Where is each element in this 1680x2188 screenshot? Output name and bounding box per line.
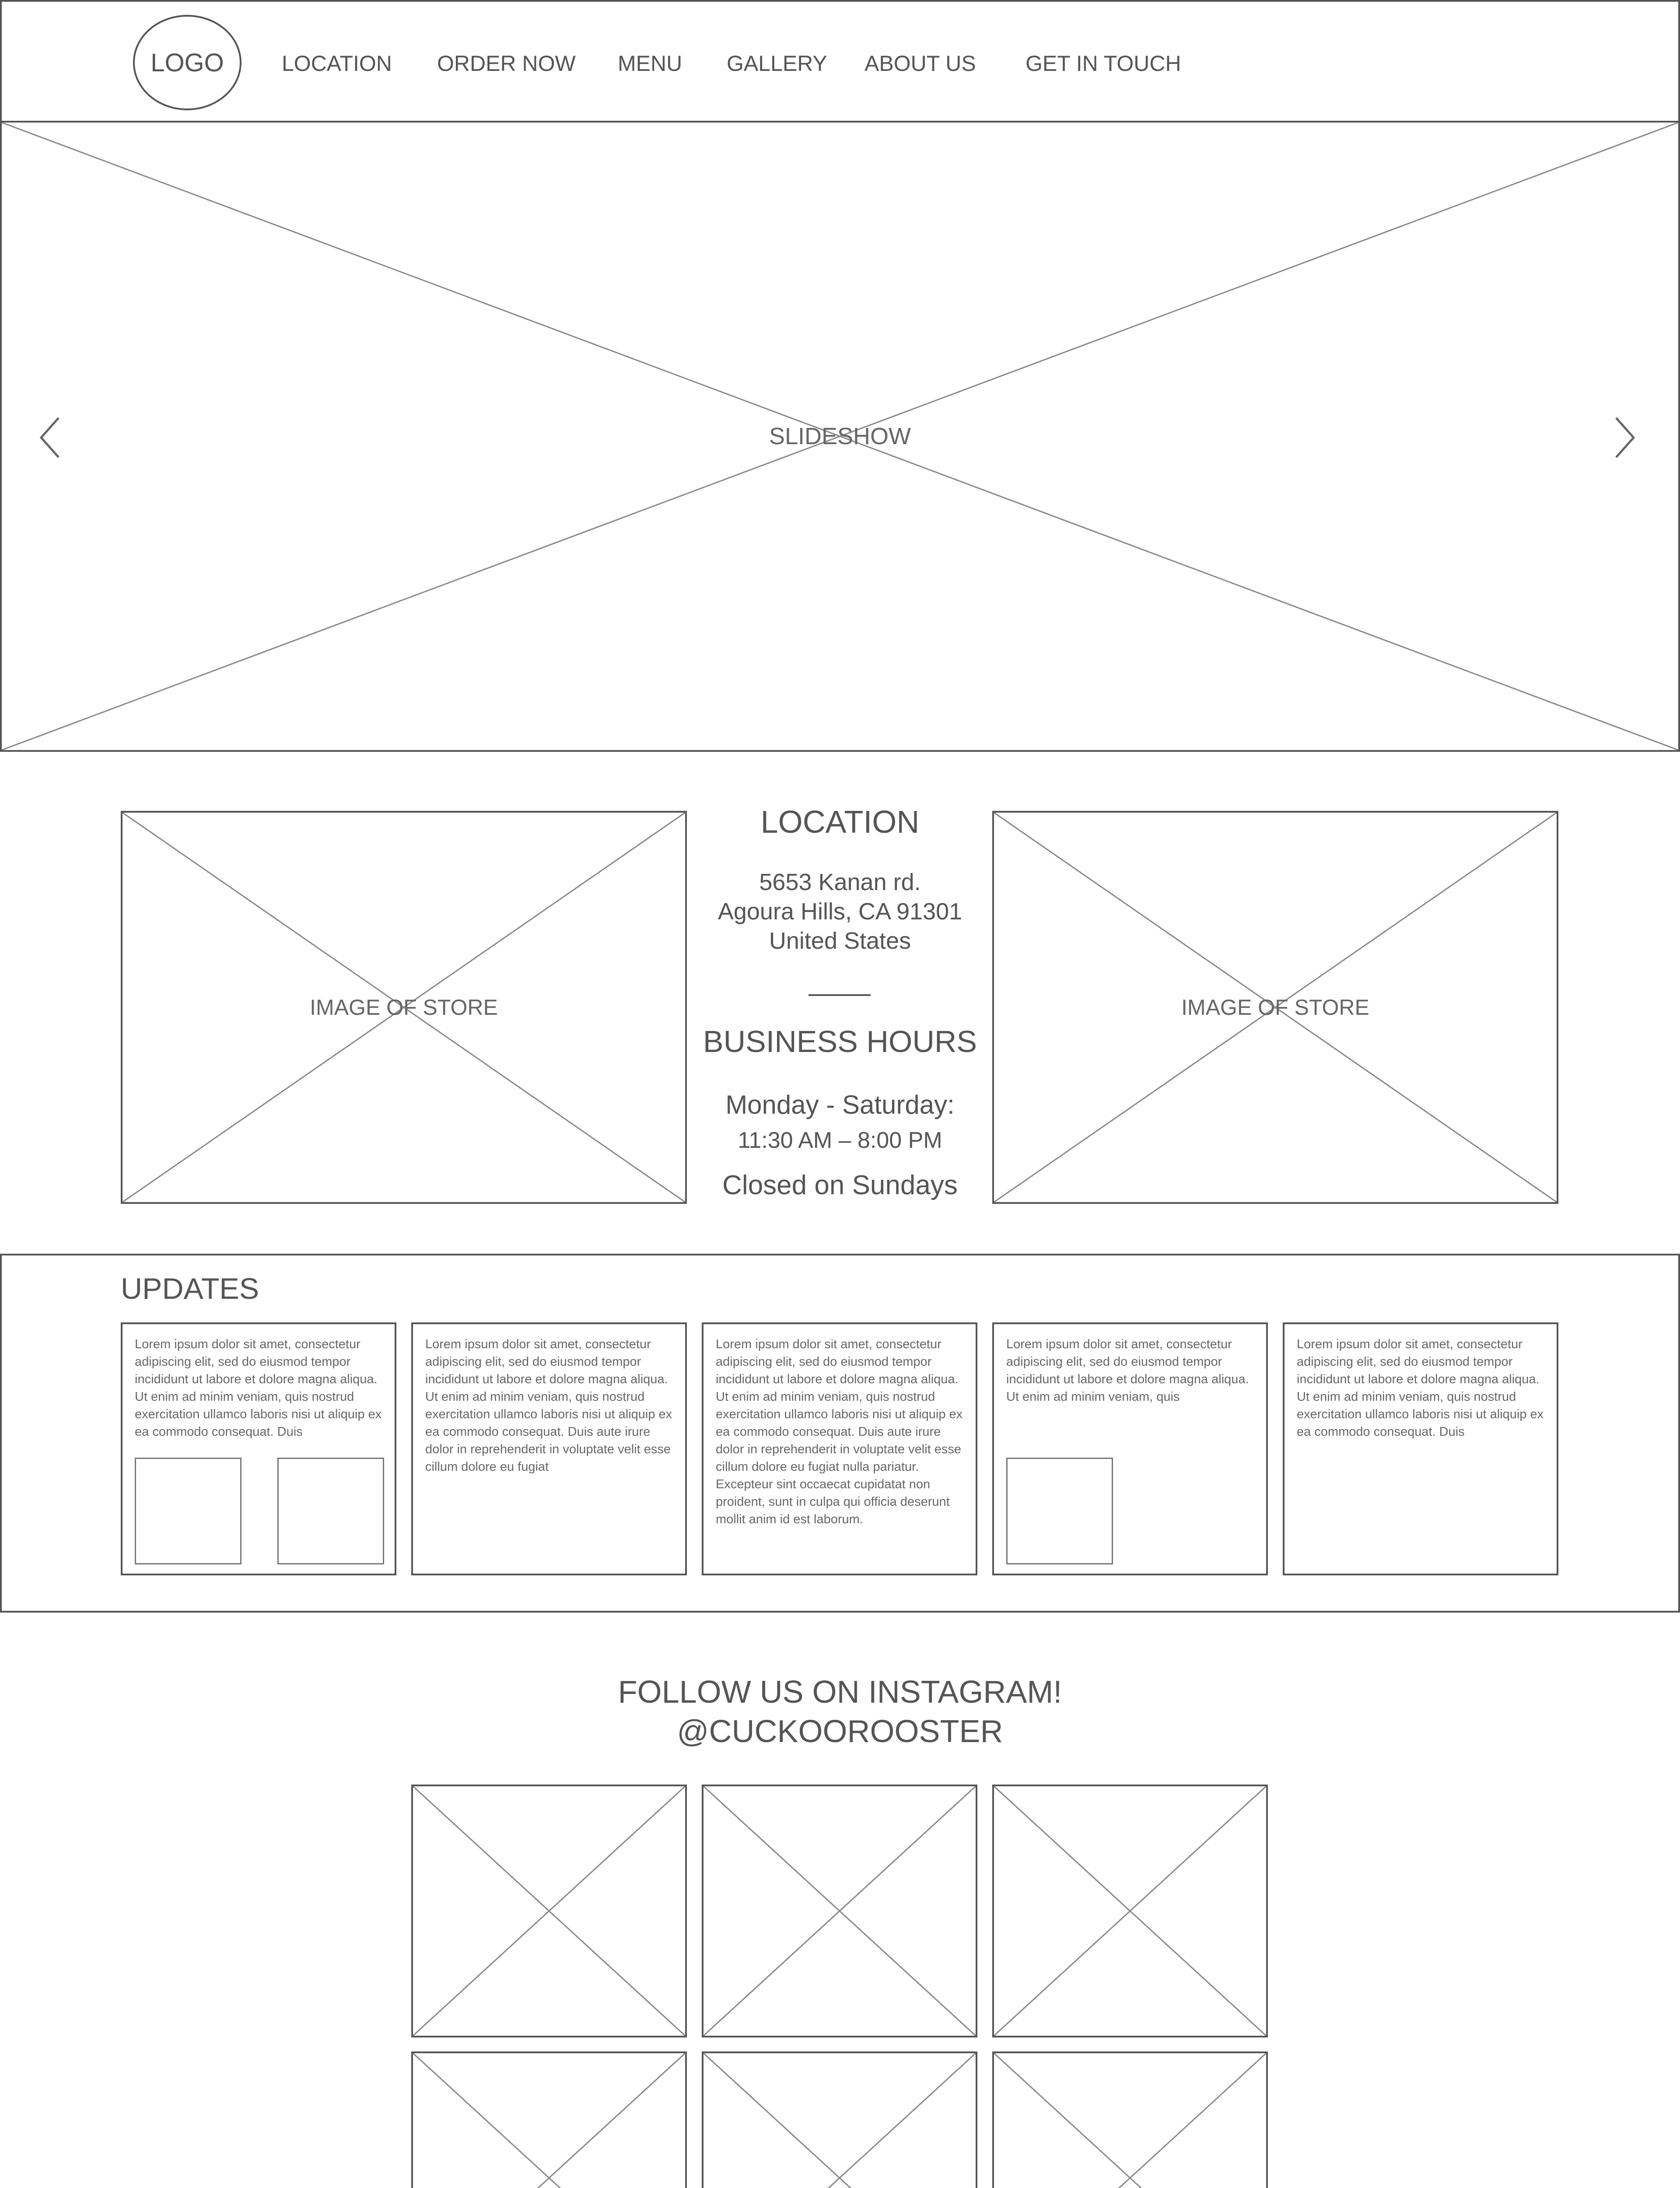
nav-menu[interactable]: MENU: [618, 51, 682, 76]
slideshow-label: SLIDESHOW: [769, 423, 911, 449]
slideshow[interactable]: [0, 121, 1680, 752]
update-card-text: Lorem ipsum dolor sit amet, consectetur adipiscing elit, sed do eiusmod tempor incididunt ut labore et dolore magna aliqua. Ut enim ad minim veniam, quis nostrud exercitation ullamco laboris nisi ut aliquip ex ea commodo consequat. Duis: [135, 1337, 382, 1439]
instagram-post[interactable]: [702, 1785, 977, 2037]
nav-about-us[interactable]: ABOUT US: [864, 51, 976, 76]
update-card[interactable]: [992, 1322, 1268, 1575]
chevron-left-icon[interactable]: [37, 416, 63, 459]
hours-time: 11:30 AM – 8:00 PM: [738, 1128, 942, 1153]
update-card[interactable]: [121, 1322, 396, 1575]
chevron-right-icon[interactable]: [1612, 416, 1638, 459]
instagram-post[interactable]: [411, 1785, 687, 2037]
instagram-post[interactable]: [992, 1785, 1268, 2037]
instagram-handle[interactable]: @CUCKOOROOSTER: [677, 1714, 1003, 1749]
update-card[interactable]: [411, 1322, 687, 1575]
hours-closed: Closed on Sundays: [722, 1170, 958, 1200]
hours-title: BUSINESS HOURS: [703, 1024, 977, 1059]
update-card[interactable]: [702, 1322, 977, 1575]
update-card-text: Lorem ipsum dolor sit amet, consectetur adipiscing elit, sed do eiusmod tempor incididunt ut labore et dolore magna aliqua. Ut enim ad minim veniam, quis nostrud exercitation ullamco laboris nisi ut aliquip ex ea commodo consequat. Duis aute irure dolor in reprehenderit in voluptate velit esse cillum dolore eu fugiat nulla pariatur. Excepteur sint occaecat cupidatat non proident, sunt in culpa qui officia deserunt mollit anim id est laborum.: [716, 1337, 963, 1526]
logo[interactable]: [133, 15, 242, 110]
nav-gallery[interactable]: GALLERY: [727, 51, 827, 76]
instagram-post[interactable]: [411, 2051, 687, 2188]
updates-title: UPDATES: [121, 1272, 259, 1305]
store-image-right-label: IMAGE OF STORE: [1181, 995, 1369, 1020]
update-card[interactable]: [1283, 1322, 1558, 1575]
logo-text: LOGO: [150, 48, 224, 77]
hours-days: Monday - Saturday:: [725, 1090, 955, 1119]
store-image-right: [992, 811, 1558, 1204]
update-card-text: Lorem ipsum dolor sit amet, consectetur adipiscing elit, sed do eiusmod tempor incididunt ut labore et dolore magna aliqua. Ut enim ad minim veniam, quis: [1006, 1337, 1249, 1404]
instagram-title: FOLLOW US ON INSTAGRAM!: [618, 1675, 1062, 1710]
address-line-2: Agoura Hills, CA 91301: [718, 898, 962, 925]
update-card-text: Lorem ipsum dolor sit amet, consectetur adipiscing elit, sed do eiusmod tempor incididunt ut labore et dolore magna aliqua. Ut enim ad minim veniam, quis nostrud exercitation ullamco laboris nisi ut aliquip ex ea commodo consequat. Duis aute irure dolor in reprehenderit in voluptate velit esse cillum dolore eu fugiat: [425, 1337, 672, 1474]
instagram-post[interactable]: [702, 2051, 977, 2188]
update-card-image: [277, 1458, 384, 1564]
address-line-3: United States: [769, 928, 911, 954]
nav-location[interactable]: LOCATION: [282, 51, 392, 76]
nav-order-now[interactable]: ORDER NOW: [437, 51, 576, 76]
header: [0, 0, 1680, 123]
store-image-left-label: IMAGE OF STORE: [310, 995, 498, 1020]
nav-get-in-touch[interactable]: GET IN TOUCH: [1026, 51, 1181, 76]
update-card-text: Lorem ipsum dolor sit amet, consectetur adipiscing elit, sed do eiusmod tempor incididunt ut labore et dolore magna aliqua. Ut enim ad minim veniam, quis nostrud exercitation ullamco laboris nisi ut aliquip ex ea commodo consequat. Duis: [1297, 1337, 1544, 1439]
store-image-left: [121, 811, 687, 1204]
location-title: LOCATION: [760, 805, 920, 840]
address-line-1: 5653 Kanan rd.: [759, 869, 921, 895]
instagram-post[interactable]: [992, 2051, 1268, 2188]
update-card-image: [135, 1458, 242, 1564]
update-card-image: [1006, 1458, 1113, 1564]
location-divider: [808, 994, 871, 996]
